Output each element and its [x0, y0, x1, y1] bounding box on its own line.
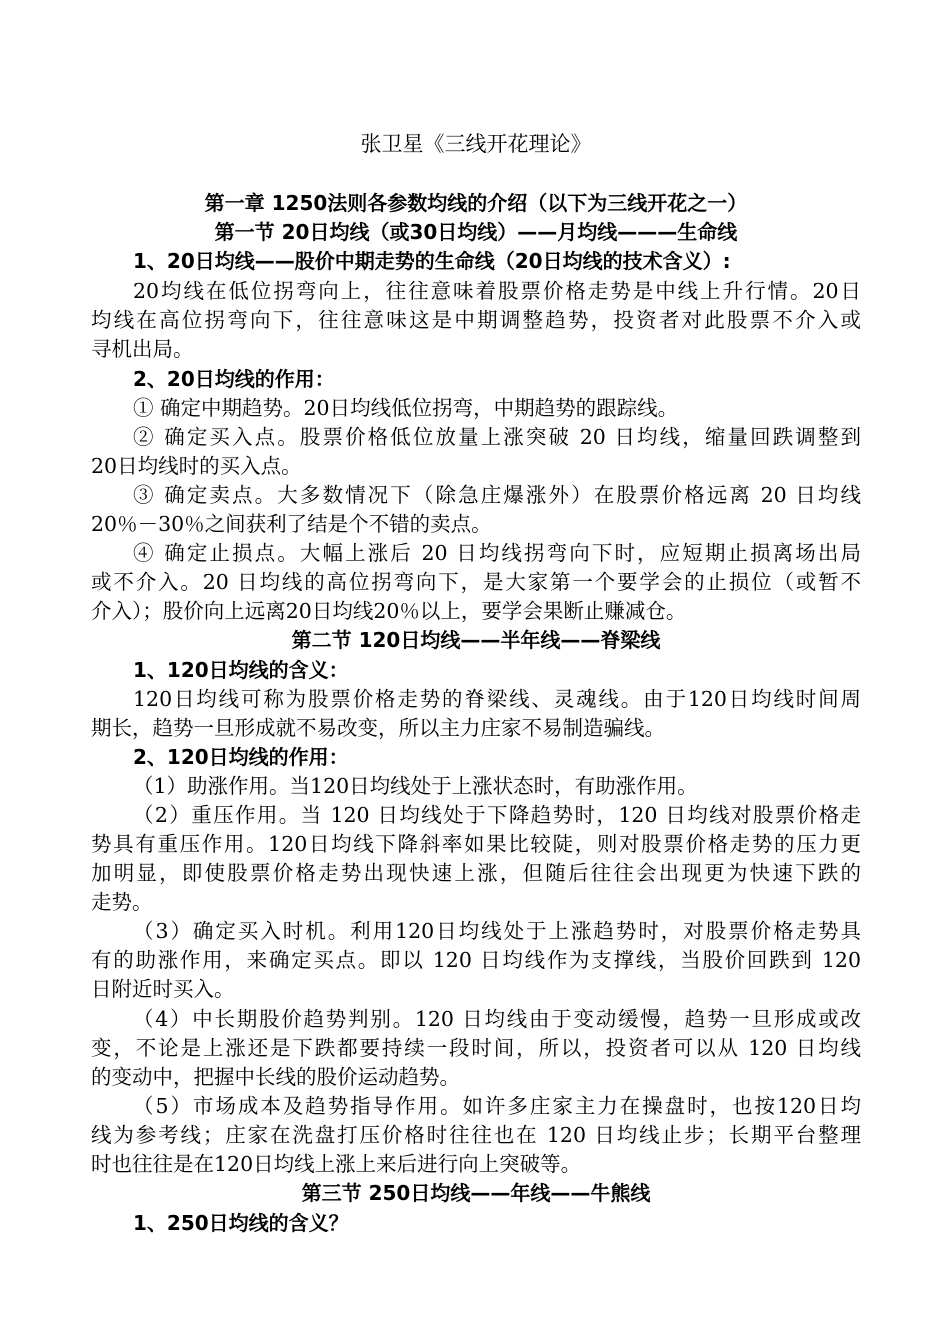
section-heading-2: 第二节 120日均线——半年线——脊梁线 — [291, 628, 661, 652]
list-item: （1）助涨作用。当120日均线处于上涨状态时，有助涨作用。 — [133, 774, 698, 798]
paragraph-line: 寻机出局。 — [91, 337, 194, 361]
list-item: 加明显，即使股票价格走势出现快速上涨，但随后往往会出现更为快速下跌的 — [91, 861, 861, 885]
list-item: 20％－30％之间获利了结是个不错的卖点。 — [91, 512, 492, 536]
section-heading-1: 第一节 20日均线（或30日均线）——月均线———生命线 — [214, 220, 738, 244]
list-item: 时也往往是在120日均线上涨上来后进行向上突破等。 — [91, 1152, 582, 1176]
list-item: ① 确定中期趋势。20日均线低位拐弯，中期趋势的跟踪线。 — [133, 396, 679, 420]
subheading: 1、20日均线——股价中期走势的生命线（20日均线的技术含义）: — [133, 249, 731, 273]
section-heading-3: 第三节 250日均线——年线——牛熊线 — [301, 1181, 651, 1205]
chapter-heading: 第一章 1250法则各参数均线的介绍（以下为三线开花之一） — [204, 191, 748, 215]
subheading: 2、120日均线的作用： — [133, 745, 349, 769]
list-item: 或不介入。20 日均线的高位拐弯向下，是大家第一个要学会的止损位（或暂不 — [91, 570, 861, 594]
list-item: 日附近时买入。 — [91, 977, 235, 1001]
list-item: 20日均线时的买入点。 — [91, 454, 302, 478]
document-title: 张卫星《三线开花理论》 — [360, 132, 592, 156]
list-item: 的变动中，把握中长线的股价运动趋势。 — [91, 1065, 460, 1089]
list-item: 变，不论是上涨还是下跌都要持续一段时间，所以，投资者可以从 120 日均线 — [91, 1036, 861, 1060]
paragraph-line: 期长，趋势一旦形成就不易改变，所以主力庄家不易制造骗线。 — [91, 716, 665, 740]
list-item: 势具有重压作用。120日均线下降斜率如果比较陡，则对股票价格走势的压力更 — [91, 832, 861, 856]
subheading: 1、120日均线的含义： — [133, 658, 349, 682]
paragraph-line: 120日均线可称为股票价格走势的脊梁线、灵魂线。由于120日均线时间周 — [133, 687, 861, 711]
list-item: 有的助涨作用，来确定买点。即以 120 日均线作为支撑线，当股价回跌到 120 — [91, 948, 861, 972]
list-item: ④ 确定止损点。大幅上涨后 20 日均线拐弯向下时，应短期止损离场出局 — [133, 541, 861, 565]
list-item: （5）市场成本及趋势指导作用。如许多庄家主力在操盘时，也按120日均 — [133, 1094, 861, 1118]
list-item: ③ 确定卖点。大多数情况下（除急庄爆涨外）在股票价格远离 20 日均线 — [133, 483, 861, 507]
list-item: ② 确定买入点。股票价格低位放量上涨突破 20 日均线，缩量回跌调整到 — [133, 425, 861, 449]
subheading: 2、20日均线的作用： — [133, 367, 335, 391]
list-item: （2）重压作用。当 120 日均线处于下降趋势时，120 日均线对股票价格走 — [133, 803, 861, 827]
list-item: 介入）；股价向上远离20日均线20％以上，要学会果断止赚减仓。 — [91, 599, 687, 623]
list-item: 线为参考线；庄家在洗盘打压价格时往往也在 120 日均线止步；长期平台整理 — [91, 1123, 861, 1147]
list-item: （3）确定买入时机。利用120日均线处于上涨趋势时，对股票价格走势具 — [133, 919, 861, 943]
list-item: 走势。 — [91, 890, 153, 914]
subheading: 1、250日均线的含义？ — [133, 1211, 349, 1235]
list-item: （4）中长期股价趋势判别。120 日均线由于变动缓慢，趋势一旦形成或改 — [133, 1007, 861, 1031]
paragraph-line: 均线在高位拐弯向下，往往意味这是中期调整趋势，投资者对此股票不介入或 — [91, 308, 861, 332]
paragraph-line: 20均线在低位拐弯向上，往往意味着股票价格走势是中线上升行情。20日 — [133, 279, 861, 303]
